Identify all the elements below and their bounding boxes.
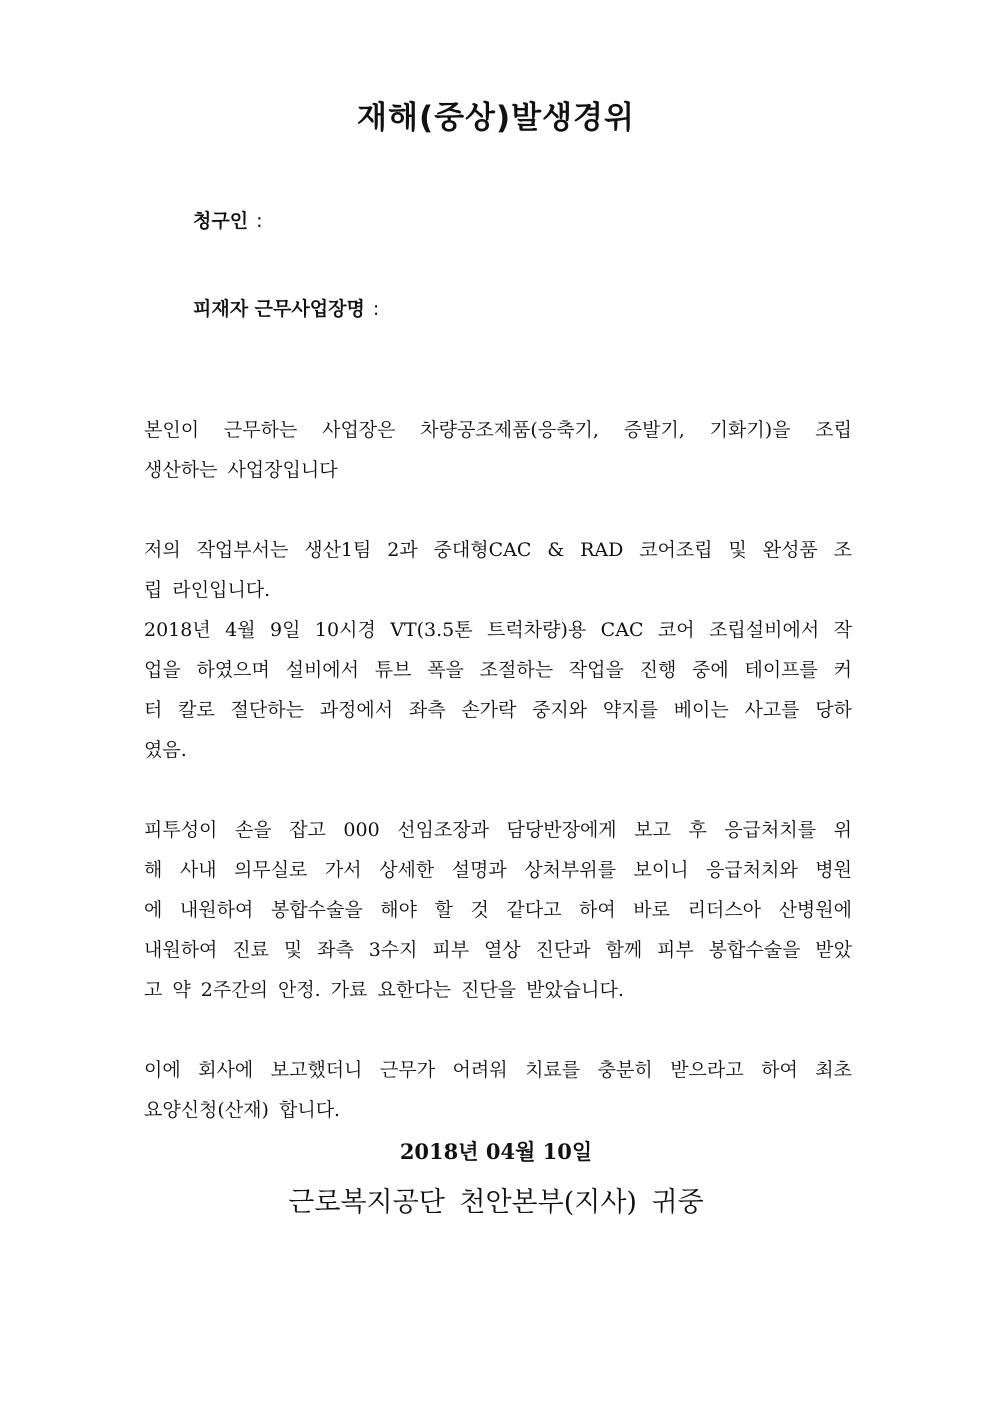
claimant-colon: : — [256, 210, 263, 232]
document-date: 2018년 04월 10일 — [399, 1139, 593, 1164]
paragraph-line: 터 칼로 절단하는 과정에서 좌측 손가락 중지와 약지를 베이는 사고를 당하 — [144, 699, 852, 721]
paragraph-line: 내원하여 진료 및 좌측 3수지 피부 열상 진단과 함께 피부 봉합수술을 받았 — [144, 939, 852, 961]
paragraph-line: 피투성이 손을 잡고 000 선임조장과 담당반장에게 보고 후 응급처치를 위 — [144, 819, 852, 841]
paragraph-line: 에 내원하여 봉합수술을 해야 할 것 같다고 하여 바로 리더스아 산병원에 — [144, 899, 852, 921]
claimant-field — [193, 206, 262, 233]
workplace-field — [193, 294, 379, 321]
paragraph-treatment — [144, 810, 852, 1010]
paragraph-workplace-intro — [144, 410, 852, 490]
document-recipient: 근로복지공단 천안본부(지사) 귀중 — [288, 1187, 704, 1218]
paragraph-line: 저의 작업부서는 생산1팀 2과 중대형CAC & RAD 코어조립 및 완성품 조 — [144, 539, 852, 561]
paragraph-application — [144, 1050, 852, 1130]
paragraph-line: 이에 회사에 보고했더니 근무가 어려워 치료를 충분히 받으라고 하여 최초 — [144, 1059, 852, 1081]
workplace-label: 피재자 근무사업장명 — [193, 298, 365, 320]
paragraph-line: 였음. — [144, 739, 187, 761]
paragraph-line: 립 라인입니다. — [144, 579, 271, 601]
claimant-label: 청구인 — [193, 210, 249, 232]
paragraph-accident-description — [144, 530, 852, 770]
paragraph-line: 본인이 근무하는 사업장은 차량공조제품(응축기, 증발기, 기화기)을 조립 — [144, 419, 852, 441]
document-title: 재해(중상)발생경위 — [357, 100, 635, 136]
workplace-colon: : — [372, 298, 380, 320]
paragraph-line: 요양신청(산재) 합니다. — [144, 1099, 341, 1121]
paragraph-line: 고 약 2주간의 안정. 가료 요한다는 진단을 받았습니다. — [144, 979, 624, 1001]
paragraph-line: 생산하는 사업장입니다 — [144, 459, 338, 481]
paragraph-line: 2018년 4월 9일 10시경 VT(3.5톤 트럭차량)용 CAC 코어 조립설비에서 작 — [144, 619, 852, 641]
paragraph-line: 해 사내 의무실로 가서 상세한 설명과 상처부위를 보이니 응급처치와 병원 — [144, 859, 852, 881]
paragraph-line: 업을 하였으며 설비에서 튜브 폭을 조절하는 작업을 진행 중에 테이프를 커 — [144, 659, 852, 681]
